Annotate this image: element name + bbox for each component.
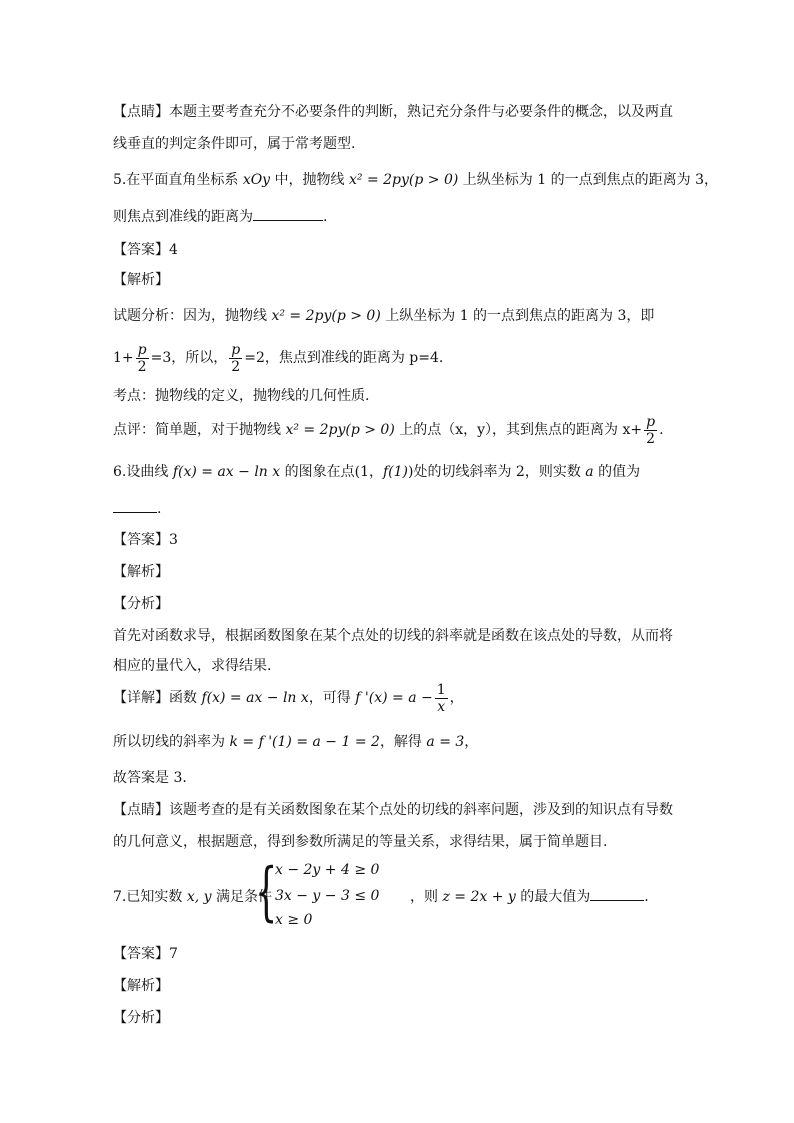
inequality-system	[255, 855, 385, 930]
xiangjie-line-2: 所以切线的斜率为 k = f '(1) = a − 1 = 2，解得 a = 3，	[113, 734, 479, 750]
fraction: $\frac{p}{2}$	[231, 341, 241, 375]
dianjing-line-3: 【点睛】该题考查的是有关函数图象在某个点处的切线的斜率问题，涉及到的知识点有导数	[113, 802, 673, 818]
analysis-label: 【解析】	[113, 272, 169, 288]
answer-blank	[590, 886, 644, 901]
kaodian-line: 考点：抛物线的定义，抛物线的几何性质.	[113, 388, 370, 404]
answer-blank	[253, 206, 323, 221]
fraction: $\frac{p}{2}$	[137, 341, 147, 375]
analysis-line-2: 1+ $\frac{p}{2}$ =3，所以， $\frac{p}{2}$ =2，焦点到准线的距离为 p=4.	[113, 341, 444, 375]
question-6-line-1: 6.设曲线 f(x) = ax − ln x 的图象在点(1，f(1))处的切线斜率为 2，则实数 a 的值为	[113, 464, 641, 480]
dianjing-line-4: 的几何意义，根据题意，得到参数所满足的等量关系，求得结果，属于简单题目.	[113, 834, 608, 850]
fenxi-line-2: 相应的量代入，求得结果.	[113, 658, 272, 674]
answer-blank	[113, 498, 157, 513]
fraction: $\frac{p}{2}$	[646, 413, 656, 447]
question-5-line-2: 则焦点到准线的距离为 .	[113, 206, 681, 227]
inequality-2: 3x − y − 3 ≤ 0	[275, 888, 380, 904]
inequality-1: x − 2y + 4 ≥ 0	[275, 862, 380, 878]
analysis-label: 【解析】	[113, 564, 169, 580]
dianjing-line-2: 线垂直的判定条件即可，属于常考题型.	[113, 136, 356, 152]
analysis-line-1: 试题分析：因为，抛物线 x² = 2py(p > 0) 上纵坐标为 1 的一点到焦点的距离为 3，即	[113, 308, 655, 324]
question-6-line-2: .	[113, 498, 681, 519]
answer-label: 【答案】4	[113, 242, 178, 258]
dianjing-line-1: 【点睛】本题主要考查充分不必要条件的判断，熟记充分条件与必要条件的概念，以及两直	[113, 104, 673, 120]
answer-label: 【答案】3	[113, 532, 178, 548]
answer-label: 【答案】7	[113, 946, 178, 962]
fenxi-label: 【分析】	[113, 596, 169, 612]
fenxi-label: 【分析】	[113, 1010, 169, 1026]
xiangjie-line-1: 【详解】函数 f(x) = ax − ln x，可得 f '(x) = a − $\frac{1}{x}$ ，	[113, 681, 464, 715]
fenxi-line-1: 首先对函数求导，根据函数图象在某个点处的切线的斜率就是函数在该点处的导数，从而将	[113, 628, 673, 644]
dianping-line: 点评：简单题，对于抛物线 x² = 2py(p > 0) 上的点（x，y），其到焦点的距离为 x+ $\frac{p}{2}$ .	[113, 413, 664, 447]
question-5-line-1: 5.在平面直角坐标系 xOy 中，抛物线 x² = 2py(p > 0) 上纵坐标为 1 的一点到焦点的距离为 3，	[113, 172, 718, 188]
fraction: $\frac{1}{x}$	[436, 681, 446, 715]
conclusion-line: 故答案是 3.	[113, 770, 187, 786]
analysis-label: 【解析】	[113, 978, 169, 994]
left-brace: {	[255, 855, 278, 929]
inequality-3: x ≥ 0	[275, 912, 313, 928]
question-7-line: 7.已知实数 x, y 满足条件 ，则 z = 2x + y 的最大值为 .	[113, 886, 681, 907]
